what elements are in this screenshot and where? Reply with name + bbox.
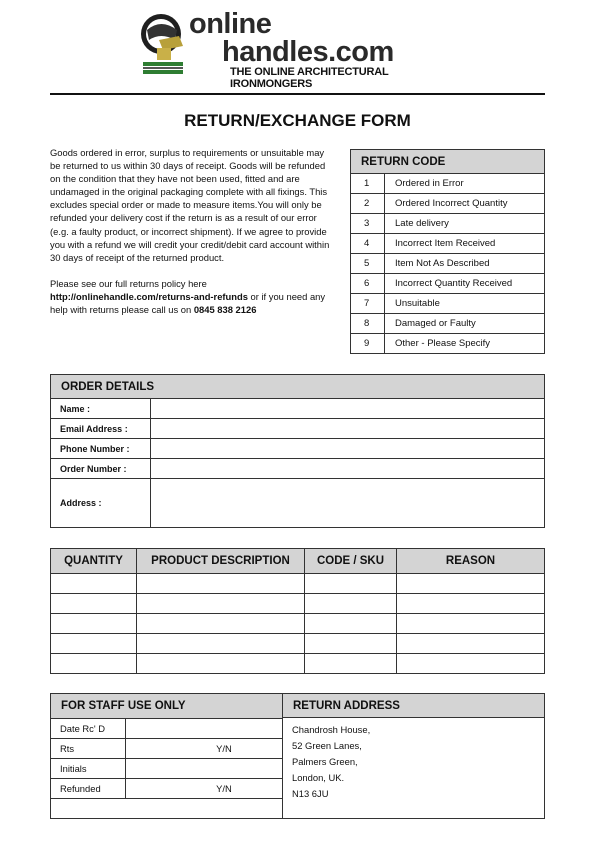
intro-text <box>50 146 332 329</box>
initials-field[interactable] <box>126 759 283 779</box>
return-address-box <box>283 693 545 819</box>
address-field[interactable] <box>151 479 545 528</box>
return-code-row <box>351 334 545 354</box>
return-code-row <box>351 234 545 254</box>
handle-emblem-icon <box>137 10 192 80</box>
help-phone-number: 0845 838 2126 <box>193 304 257 316</box>
return-code-row <box>351 194 545 214</box>
return-address-title: RETURN ADDRESS <box>283 694 544 718</box>
table-row <box>51 594 545 614</box>
reason-cell[interactable] <box>397 634 545 654</box>
quantity-cell[interactable] <box>51 634 137 654</box>
product-description-cell[interactable] <box>137 634 305 654</box>
address-line: N13 6JU <box>292 788 329 799</box>
code-sku-column-header: CODE / SKU <box>305 549 397 574</box>
return-code-number: 3 <box>351 214 385 234</box>
return-code-row <box>351 254 545 274</box>
brand-name-line1: online <box>189 8 272 40</box>
return-code-label: Incorrect Quantity Received <box>385 274 545 294</box>
code-sku-cell[interactable] <box>305 614 397 634</box>
name-label: Name : <box>51 399 151 419</box>
table-row <box>51 634 545 654</box>
refunded-field[interactable]: Y/N <box>126 779 283 799</box>
quantity-cell[interactable] <box>51 594 137 614</box>
return-code-number: 8 <box>351 314 385 334</box>
name-field[interactable] <box>151 399 545 419</box>
return-code-number: 1 <box>351 174 385 194</box>
return-code-number: 6 <box>351 274 385 294</box>
address-line: London, UK. <box>292 772 345 783</box>
product-description-column-header: PRODUCT DESCRIPTION <box>137 549 305 574</box>
return-code-row <box>351 314 545 334</box>
date-received-field[interactable] <box>126 719 283 739</box>
order-details-table <box>50 374 545 528</box>
policy-help-text: or if you need any help with returns please call us on <box>50 290 326 316</box>
return-code-number: 4 <box>351 234 385 254</box>
return-code-row <box>351 174 545 194</box>
quantity-cell[interactable] <box>51 574 137 594</box>
reason-cell[interactable] <box>397 614 545 634</box>
staff-use-title: FOR STAFF USE ONLY <box>51 694 283 719</box>
return-code-number: 2 <box>351 194 385 214</box>
rts-field[interactable]: Y/N <box>126 739 283 759</box>
return-code-label: Late delivery <box>385 214 545 234</box>
brand-name-line2: handles.com <box>222 36 394 68</box>
code-sku-cell[interactable] <box>305 574 397 594</box>
return-code-label: Damaged or Faulty <box>385 314 545 334</box>
return-code-row <box>351 274 545 294</box>
brand-logo <box>137 8 467 90</box>
product-description-cell[interactable] <box>137 574 305 594</box>
return-code-label: Ordered Incorrect Quantity <box>385 194 545 214</box>
staff-use-table <box>50 693 283 799</box>
product-description-cell[interactable] <box>137 614 305 634</box>
table-row <box>51 654 545 674</box>
quantity-cell[interactable] <box>51 614 137 634</box>
phone-label: Phone Number : <box>51 439 151 459</box>
email-label: Email Address : <box>51 419 151 439</box>
quantity-column-header: QUANTITY <box>51 549 137 574</box>
return-code-label: Unsuitable <box>385 294 545 314</box>
refunded-label: Refunded <box>51 779 126 799</box>
policy-link[interactable]: http://onlinehandle.com/returns-and-refunds <box>50 290 248 302</box>
order-details-title: ORDER DETAILS <box>51 375 545 399</box>
return-code-row <box>351 214 545 234</box>
form-title: RETURN/EXCHANGE FORM <box>184 111 411 130</box>
return-code-label: Incorrect Item Received <box>385 234 545 254</box>
quantity-cell[interactable] <box>51 654 137 674</box>
return-code-table <box>350 149 545 354</box>
table-row <box>51 614 545 634</box>
brand-tagline: THE ONLINE ARCHITECTURAL IRONMONGERS <box>230 66 389 90</box>
order-number-label: Order Number : <box>51 459 151 479</box>
return-items-table <box>50 548 545 674</box>
return-code-label: Other - Please Specify <box>385 334 545 354</box>
header-divider <box>50 93 545 95</box>
return-code-number: 5 <box>351 254 385 274</box>
return-code-row <box>351 294 545 314</box>
returns-policy-paragraph <box>50 277 332 316</box>
reason-column-header: REASON <box>397 549 545 574</box>
email-field[interactable] <box>151 419 545 439</box>
address-line: 52 Green Lanes, <box>292 740 362 751</box>
reason-cell[interactable] <box>397 594 545 614</box>
return-code-label: Item Not As Described <box>385 254 545 274</box>
initials-label: Initials <box>51 759 126 779</box>
date-received-label: Date Rc' D <box>51 719 126 739</box>
returns-terms-paragraph: Goods ordered in error, surplus to requirements or unsuitable may be returned to us within 30 days of receipt. Goods will be refunded on the condition that they have not been used, fitted and are undamaged in the original packaging complete with all fixings. This excludes special order or made to measure items.You will only be refunded your delivery cost if the return is as a result of our error (e.g. a faulty product, or incorrect shipment). If we agree to provide you with a refund we will credit your credit/debit card account within 30 days of receipt of the returned product. <box>50 147 330 263</box>
reason-cell[interactable] <box>397 654 545 674</box>
reason-cell[interactable] <box>397 574 545 594</box>
policy-prefix: Please see our full returns policy here <box>50 277 207 289</box>
return-address-lines <box>283 718 544 802</box>
code-sku-cell[interactable] <box>305 654 397 674</box>
rts-label: Rts <box>51 739 126 759</box>
order-number-field[interactable] <box>151 459 545 479</box>
address-line: Palmers Green, <box>292 756 358 767</box>
phone-field[interactable] <box>151 439 545 459</box>
staff-notes-area[interactable] <box>50 798 283 819</box>
return-code-number: 9 <box>351 334 385 354</box>
product-description-cell[interactable] <box>137 654 305 674</box>
address-line: Chandrosh House, <box>292 724 371 735</box>
table-row <box>51 574 545 594</box>
return-code-title: RETURN CODE <box>351 150 545 174</box>
address-label: Address : <box>51 479 151 528</box>
code-sku-cell[interactable] <box>305 594 397 614</box>
return-code-number: 7 <box>351 294 385 314</box>
code-sku-cell[interactable] <box>305 634 397 654</box>
return-code-label: Ordered in Error <box>385 174 545 194</box>
product-description-cell[interactable] <box>137 594 305 614</box>
